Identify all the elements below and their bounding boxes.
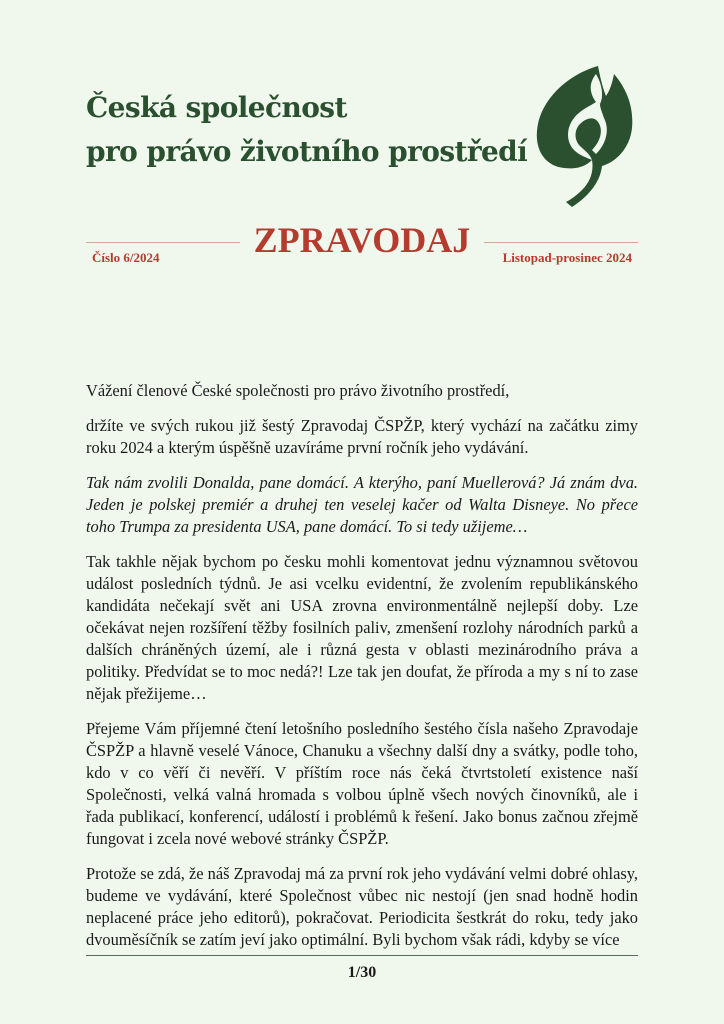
footer-rule	[86, 955, 638, 956]
page-number: 1/30	[347, 964, 377, 981]
masthead-title: ZPRAVODAJ	[253, 220, 471, 260]
paragraph: Protože se zdá, že náš Zpravodaj má za první rok jeho vydávání velmi dobré ohlasy, budeme ve vydávání, které Společnost vůbec nic nestojí (jen snad hodně hodin neplacené práce jeho editorů), pokračovat. Periodicita šestkrát do roku, tedy jako dvouměsíčník se zatím jeví jako optimální. Byli bychom však rádi, kdyby se více	[86, 864, 638, 949]
issue-number: Číslo 6/2024	[92, 250, 160, 265]
paragraph: Přejeme Vám příjemné čtení letošního posledního šestého čísla našeho Zpravodaje ČSPŽP a hlavně veselé Vánoce, Chanuku a všechny další dny a svátky, podle toho, kdo v co věří či nevěří. V příštím roce nás čeká čtvrtstoletí existence naší Společnosti, velká valná hromada s volbou úplně všech nových činovníků, ale i řada publikací, konferencí, událostí i problémů k řešení. Jako bonus začnou zřejmě fungovat i zcela nové webové stránky ČSPŽP.	[86, 719, 638, 848]
title-line-2: pro právo životního prostředí	[86, 135, 528, 168]
organization-title	[86, 86, 527, 174]
paragraph: Tak takhle nějak bychom po česku mohli komentovat jednu významnou světovou událost posledních týdnů. Je asi vcelku evidentní, že zvolením republikánského kandidáta nečekají svět ani USA zrovna environmentálně nejlepší doby. Lze očekávat nejen rozšíření těžby fosilních paliv, zmenšení rozlohy národních parků a dalších chráněných území, ale i různá gesta v oblasti mezinárodního práva a politiky. Předvídat se to moc nedá?! Lze tak jen doufat, že příroda a my s ní to zase nějak přežijeme…	[86, 552, 638, 703]
paragraph: držíte ve svých rukou již šestý Zpravodaj ČSPŽP, který vychází na začátku zimy roku 2024 a kterým úspěšně uzavíráme první ročník jeho vydávání.	[86, 416, 638, 457]
title-line-1: Česká společnost	[86, 91, 347, 124]
italic-quote: Tak nám zvolili Donalda, pane domácí. A kterýho, paní Muellerová? Já znám dva. Jeden je polskej premiér a druhej ten veselej kačer od Walta Disneye. No přece toho Trumpa za presidenta USA, pane domácí. To si tedy užijeme…	[86, 473, 638, 536]
masthead-rule-left	[86, 242, 240, 243]
salutation: Vážení členové České společnosti pro právo životního prostředí,	[86, 381, 510, 400]
issue-period: Listopad-prosinec 2024	[502, 250, 632, 265]
masthead-rule-right	[484, 242, 638, 243]
leaf-logo-icon	[530, 62, 642, 207]
letter-body	[86, 380, 638, 964]
